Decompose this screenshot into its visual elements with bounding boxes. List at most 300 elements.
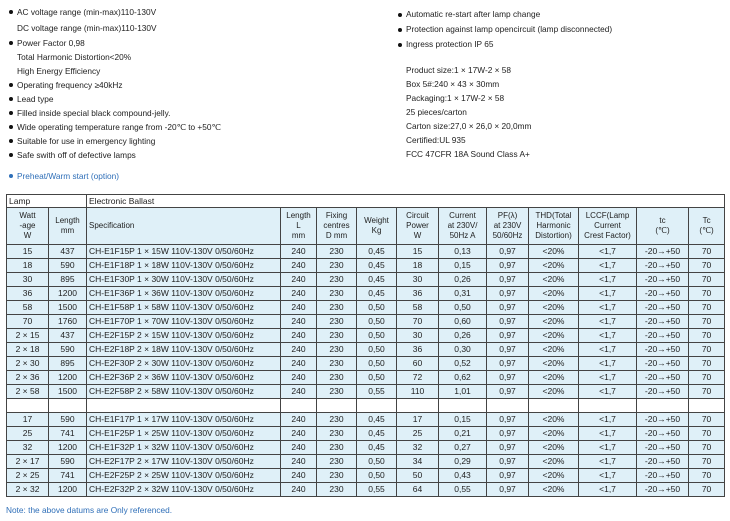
column-header-case-temp: Tc (℃) (689, 208, 725, 245)
cell-lamp-length: 437 (49, 329, 87, 343)
cell-ballast-length: 240 (281, 441, 317, 455)
bullet-icon (9, 83, 13, 87)
cell-current: 0,43 (439, 469, 487, 483)
cell-tc-range: -20→+50 (637, 385, 689, 399)
cell-tc-range: -20→+50 (637, 371, 689, 385)
table-row (7, 455, 725, 469)
cell-lccf: <1,7 (579, 259, 637, 273)
cell-lamp-length: 1200 (49, 287, 87, 301)
packaging: Packaging:1 × 17W-2 × 58 (406, 93, 505, 103)
table-row (7, 245, 725, 259)
cell-tc-range: -20→+50 (637, 301, 689, 315)
cell-weight: 0,50 (357, 315, 397, 329)
cell-power-factor: 0,97 (487, 413, 529, 427)
cell-circuit-power: 36 (397, 287, 439, 301)
cell-lccf: <1,7 (579, 329, 637, 343)
blank-cell (357, 399, 397, 413)
cell-power-factor: 0,97 (487, 343, 529, 357)
cell-thd: <20% (529, 329, 579, 343)
table-row (7, 483, 725, 497)
cell-tc-range: -20→+50 (637, 455, 689, 469)
column-header-fixing-centres: Fixing centres D mm (317, 208, 357, 245)
cell-current: 0,52 (439, 357, 487, 371)
option-item (9, 169, 119, 183)
cell-specification: CH-E1F32P 1 × 32W 110V-130V 0/50/60Hz (87, 441, 281, 455)
ballast-spec-table (6, 194, 725, 497)
cell-ballast-length: 240 (281, 259, 317, 273)
feature-text: Safe swith off of defective lamps (17, 150, 136, 160)
cell-thd: <20% (529, 469, 579, 483)
cell-fixing-centres: 230 (317, 441, 357, 455)
cell-current: 0,27 (439, 441, 487, 455)
cell-lccf: <1,7 (579, 245, 637, 259)
cell-watt: 70 (7, 315, 49, 329)
cell-ballast-length: 240 (281, 385, 317, 399)
cell-circuit-power: 15 (397, 245, 439, 259)
cell-weight: 0,45 (357, 441, 397, 455)
feature-text: Ingress protection IP 65 (406, 39, 494, 49)
cell-circuit-power: 58 (397, 301, 439, 315)
cell-specification: CH-E1F25P 1 × 25W 110V-130V 0/50/60Hz (87, 427, 281, 441)
cell-fixing-centres: 230 (317, 427, 357, 441)
cell-specification: CH-E2F32P 2 × 32W 110V-130V 0/50/60Hz (87, 483, 281, 497)
cell-watt: 15 (7, 245, 49, 259)
cell-tc-range: -20→+50 (637, 469, 689, 483)
footnote: Note: the above datums are Only referenced. (6, 505, 173, 515)
feature-item (9, 148, 221, 162)
table-row (7, 413, 725, 427)
cell-tc-range: -20→+50 (637, 343, 689, 357)
cell-circuit-power: 72 (397, 371, 439, 385)
column-header-circuit-power: Circuit Power W (397, 208, 439, 245)
cell-weight: 0,45 (357, 273, 397, 287)
cell-current: 0,30 (439, 343, 487, 357)
cell-power-factor: 0,97 (487, 315, 529, 329)
cell-lccf: <1,7 (579, 371, 637, 385)
feature-list-left (9, 5, 221, 162)
cell-watt: 30 (7, 273, 49, 287)
column-header-current: Current at 230V/ 50Hz A (439, 208, 487, 245)
cell-thd: <20% (529, 441, 579, 455)
cell-case-temp: 70 (689, 245, 725, 259)
feature-item (9, 78, 221, 92)
cell-thd: <20% (529, 357, 579, 371)
feature-item (398, 22, 612, 37)
cell-specification: CH-E1F15P 1 × 15W 110V-130V 0/50/60Hz (87, 245, 281, 259)
cell-weight: 0,50 (357, 343, 397, 357)
cell-weight: 0,50 (357, 455, 397, 469)
cell-thd: <20% (529, 273, 579, 287)
cell-lccf: <1,7 (579, 413, 637, 427)
cell-weight: 0,45 (357, 413, 397, 427)
cell-lamp-length: 590 (49, 455, 87, 469)
cell-case-temp: 70 (689, 455, 725, 469)
cell-watt: 17 (7, 413, 49, 427)
cell-fixing-centres: 230 (317, 301, 357, 315)
cell-circuit-power: 30 (397, 273, 439, 287)
blank-cell (689, 399, 725, 413)
bullet-icon (398, 13, 402, 17)
feature-item (9, 92, 221, 106)
cell-specification: CH-E2F18P 2 × 18W 110V-130V 0/50/60Hz (87, 343, 281, 357)
cell-lamp-length: 1200 (49, 483, 87, 497)
cell-thd: <20% (529, 245, 579, 259)
cell-specification: CH-E2F17P 2 × 17W 110V-130V 0/50/60Hz (87, 455, 281, 469)
cell-fixing-centres: 230 (317, 273, 357, 287)
cell-tc-range: -20→+50 (637, 259, 689, 273)
cell-watt: 2 × 25 (7, 469, 49, 483)
cell-fixing-centres: 230 (317, 329, 357, 343)
feature-list-right (398, 7, 612, 52)
cell-power-factor: 0,97 (487, 483, 529, 497)
cell-lamp-length: 437 (49, 245, 87, 259)
cell-lccf: <1,7 (579, 315, 637, 329)
cell-specification: CH-E1F58P 1 × 58W 110V-130V 0/50/60Hz (87, 301, 281, 315)
cell-ballast-length: 240 (281, 483, 317, 497)
bullet-icon (9, 97, 13, 101)
cell-watt: 2 × 17 (7, 455, 49, 469)
table-row (7, 343, 725, 357)
cell-watt: 18 (7, 259, 49, 273)
cell-ballast-length: 240 (281, 329, 317, 343)
cell-watt: 58 (7, 301, 49, 315)
column-header-lccf: LCCF(Lamp Current Crest Factor) (579, 208, 637, 245)
cell-thd: <20% (529, 287, 579, 301)
cell-power-factor: 0,97 (487, 301, 529, 315)
blank-row (7, 399, 725, 413)
cell-power-factor: 0,97 (487, 287, 529, 301)
table-row (7, 329, 725, 343)
cell-power-factor: 0,97 (487, 329, 529, 343)
cell-weight: 0,50 (357, 357, 397, 371)
cell-fixing-centres: 230 (317, 315, 357, 329)
fcc-class: FCC 47CFR 18A Sound Class A+ (406, 149, 530, 159)
option-text: Preheat/Warm start (option) (17, 171, 120, 181)
cell-specification: CH-E2F58P 2 × 58W 110V-130V 0/50/60Hz (87, 385, 281, 399)
cell-power-factor: 0,97 (487, 259, 529, 273)
cell-circuit-power: 25 (397, 427, 439, 441)
cell-fixing-centres: 230 (317, 287, 357, 301)
table-row (7, 385, 725, 399)
cell-weight: 0,45 (357, 245, 397, 259)
cell-ballast-length: 240 (281, 413, 317, 427)
cell-power-factor: 0,97 (487, 245, 529, 259)
cell-case-temp: 70 (689, 469, 725, 483)
cell-case-temp: 70 (689, 273, 725, 287)
blank-cell (579, 399, 637, 413)
cell-thd: <20% (529, 343, 579, 357)
table-row (7, 287, 725, 301)
cell-power-factor: 0,97 (487, 469, 529, 483)
cell-case-temp: 70 (689, 329, 725, 343)
cell-circuit-power: 60 (397, 357, 439, 371)
bullet-icon (398, 43, 402, 47)
cell-case-temp: 70 (689, 427, 725, 441)
cell-weight: 0,45 (357, 287, 397, 301)
cell-power-factor: 0,97 (487, 441, 529, 455)
cell-tc-range: -20→+50 (637, 245, 689, 259)
cell-case-temp: 70 (689, 413, 725, 427)
group-header-row (7, 195, 725, 208)
pieces-per-carton: 25 pieces/carton (406, 107, 467, 117)
cell-lamp-length: 1500 (49, 385, 87, 399)
cell-lamp-length: 741 (49, 469, 87, 483)
feature-text: Automatic re-start after lamp change (406, 9, 541, 19)
feature-item (9, 64, 221, 78)
cell-tc-range: -20→+50 (637, 413, 689, 427)
feature-item (9, 120, 221, 134)
blank-cell (49, 399, 87, 413)
cell-current: 0,60 (439, 315, 487, 329)
cell-tc-range: -20→+50 (637, 287, 689, 301)
option-feature (9, 169, 119, 183)
cell-lccf: <1,7 (579, 483, 637, 497)
cell-fixing-centres: 230 (317, 483, 357, 497)
cell-current: 0,26 (439, 273, 487, 287)
column-header-ballast-length: Length L mm (281, 208, 317, 245)
column-header-tc-range: tc (℃) (637, 208, 689, 245)
cell-specification: CH-E2F15P 2 × 15W 110V-130V 0/50/60Hz (87, 329, 281, 343)
cell-case-temp: 70 (689, 483, 725, 497)
blank-cell (397, 399, 439, 413)
cell-specification: CH-E1F18P 1 × 18W 110V-130V 0/50/60Hz (87, 259, 281, 273)
table-row (7, 315, 725, 329)
cell-specification: CH-E2F36P 2 × 36W 110V-130V 0/50/60Hz (87, 371, 281, 385)
cell-thd: <20% (529, 413, 579, 427)
feature-text: Total Harmonic Distortion<20% (17, 52, 132, 62)
feature-item (9, 36, 221, 50)
cell-power-factor: 0,97 (487, 427, 529, 441)
column-header-thd: THD(Total Harmonic Distortion) (529, 208, 579, 245)
cell-current: 0,26 (439, 329, 487, 343)
cell-current: 0,15 (439, 413, 487, 427)
feature-item (9, 21, 221, 35)
cell-ballast-length: 240 (281, 343, 317, 357)
feature-item (9, 106, 221, 120)
cell-fixing-centres: 230 (317, 371, 357, 385)
cell-tc-range: -20→+50 (637, 329, 689, 343)
feature-text: Lead type (17, 94, 54, 104)
feature-text: Wide operating temperature range from -20℃ to +50℃ (17, 122, 221, 132)
cell-tc-range: -20→+50 (637, 315, 689, 329)
bullet-icon (398, 28, 402, 32)
carton-size: Carton size:27,0 × 26,0 × 20,0mm (406, 121, 532, 131)
cell-lamp-length: 1200 (49, 371, 87, 385)
cell-watt: 2 × 36 (7, 371, 49, 385)
cell-ballast-length: 240 (281, 301, 317, 315)
cell-ballast-length: 240 (281, 287, 317, 301)
cell-ballast-length: 240 (281, 245, 317, 259)
feature-text: Suitable for use in emergency lighting (17, 136, 156, 146)
cell-lamp-length: 895 (49, 357, 87, 371)
feature-text: AC voltage range (min-max)110-130V (17, 7, 157, 17)
table-row (7, 469, 725, 483)
feature-text: Filled inside special black compound-jelly. (17, 108, 171, 118)
cell-fixing-centres: 230 (317, 413, 357, 427)
cell-current: 0,62 (439, 371, 487, 385)
cell-specification: CH-E2F25P 2 × 25W 110V-130V 0/50/60Hz (87, 469, 281, 483)
feature-item (9, 5, 221, 19)
column-header-row (7, 208, 725, 245)
cell-weight: 0,55 (357, 483, 397, 497)
cell-current: 0,31 (439, 287, 487, 301)
cell-ballast-length: 240 (281, 469, 317, 483)
cell-fixing-centres: 230 (317, 259, 357, 273)
column-header-weight: Weight Kg (357, 208, 397, 245)
cell-current: 0,55 (439, 483, 487, 497)
cell-circuit-power: 34 (397, 455, 439, 469)
cell-watt: 2 × 18 (7, 343, 49, 357)
cell-case-temp: 70 (689, 315, 725, 329)
cell-lamp-length: 741 (49, 427, 87, 441)
cell-tc-range: -20→+50 (637, 357, 689, 371)
bullet-icon (9, 10, 13, 14)
cell-tc-range: -20→+50 (637, 483, 689, 497)
cell-thd: <20% (529, 483, 579, 497)
cell-circuit-power: 70 (397, 315, 439, 329)
cell-thd: <20% (529, 371, 579, 385)
cell-lamp-length: 590 (49, 413, 87, 427)
group-header-ballast: Electronic Ballast (87, 195, 725, 208)
cell-thd: <20% (529, 455, 579, 469)
table-row (7, 259, 725, 273)
blank-cell (529, 399, 579, 413)
cell-lccf: <1,7 (579, 273, 637, 287)
certification: Certified:UL 935 (406, 135, 466, 145)
box-size: Box 5#:240 × 43 × 30mm (406, 79, 500, 89)
blank-cell (637, 399, 689, 413)
cell-lccf: <1,7 (579, 301, 637, 315)
cell-circuit-power: 18 (397, 259, 439, 273)
table-row (7, 371, 725, 385)
cell-watt: 36 (7, 287, 49, 301)
cell-lamp-length: 1200 (49, 441, 87, 455)
cell-weight: 0,45 (357, 427, 397, 441)
cell-watt: 32 (7, 441, 49, 455)
bullet-icon (9, 174, 13, 178)
feature-item (398, 37, 612, 52)
blank-cell (439, 399, 487, 413)
bullet-icon (9, 125, 13, 129)
cell-current: 0,21 (439, 427, 487, 441)
cell-lamp-length: 590 (49, 259, 87, 273)
table-row (7, 273, 725, 287)
cell-circuit-power: 30 (397, 329, 439, 343)
cell-fixing-centres: 230 (317, 385, 357, 399)
cell-ballast-length: 240 (281, 371, 317, 385)
cell-circuit-power: 32 (397, 441, 439, 455)
cell-thd: <20% (529, 301, 579, 315)
cell-case-temp: 70 (689, 259, 725, 273)
cell-specification: CH-E1F30P 1 × 30W 110V-130V 0/50/60Hz (87, 273, 281, 287)
cell-watt: 25 (7, 427, 49, 441)
feature-text: DC voltage range (min-max)110-130V (17, 23, 157, 33)
cell-thd: <20% (529, 259, 579, 273)
cell-case-temp: 70 (689, 301, 725, 315)
cell-current: 0,29 (439, 455, 487, 469)
cell-watt: 2 × 58 (7, 385, 49, 399)
cell-specification: CH-E1F70P 1 × 70W 110V-130V 0/50/60Hz (87, 315, 281, 329)
cell-circuit-power: 50 (397, 469, 439, 483)
cell-thd: <20% (529, 385, 579, 399)
blank-cell (487, 399, 529, 413)
cell-ballast-length: 240 (281, 427, 317, 441)
cell-fixing-centres: 230 (317, 245, 357, 259)
cell-lccf: <1,7 (579, 385, 637, 399)
feature-text: Operating frequency ≥40kHz (17, 80, 123, 90)
cell-weight: 0,55 (357, 385, 397, 399)
cell-specification: CH-E1F36P 1 × 36W 110V-130V 0/50/60Hz (87, 287, 281, 301)
cell-weight: 0,50 (357, 371, 397, 385)
bullet-icon (9, 139, 13, 143)
blank-cell (281, 399, 317, 413)
column-header-watt: Watt -age W (7, 208, 49, 245)
blank-cell (7, 399, 49, 413)
cell-lamp-length: 895 (49, 273, 87, 287)
blank-cell (317, 399, 357, 413)
cell-lamp-length: 1500 (49, 301, 87, 315)
cell-lccf: <1,7 (579, 427, 637, 441)
table-row (7, 441, 725, 455)
cell-watt: 2 × 32 (7, 483, 49, 497)
cell-ballast-length: 240 (281, 357, 317, 371)
feature-text: Protection against lamp opencircuit (lamp disconnected) (406, 24, 613, 34)
table-row (7, 427, 725, 441)
cell-case-temp: 70 (689, 441, 725, 455)
product-size: Product size:1 × 17W-2 × 58 (406, 65, 511, 75)
cell-weight: 0,50 (357, 469, 397, 483)
cell-circuit-power: 64 (397, 483, 439, 497)
cell-current: 1,01 (439, 385, 487, 399)
cell-lamp-length: 590 (49, 343, 87, 357)
column-header-specification: Specification (87, 208, 281, 245)
feature-item (398, 7, 612, 22)
feature-item (9, 134, 221, 148)
cell-lccf: <1,7 (579, 441, 637, 455)
cell-lccf: <1,7 (579, 357, 637, 371)
cell-case-temp: 70 (689, 385, 725, 399)
cell-thd: <20% (529, 315, 579, 329)
cell-power-factor: 0,97 (487, 385, 529, 399)
feature-item (9, 50, 221, 64)
cell-tc-range: -20→+50 (637, 427, 689, 441)
column-header-lamp-length: Length mm (49, 208, 87, 245)
table-body (7, 245, 725, 497)
cell-fixing-centres: 230 (317, 343, 357, 357)
cell-lccf: <1,7 (579, 287, 637, 301)
cell-power-factor: 0,97 (487, 371, 529, 385)
cell-lccf: <1,7 (579, 469, 637, 483)
feature-text: High Energy Efficiency (17, 66, 101, 76)
cell-tc-range: -20→+50 (637, 441, 689, 455)
cell-weight: 0,50 (357, 301, 397, 315)
cell-watt: 2 × 30 (7, 357, 49, 371)
cell-tc-range: -20→+50 (637, 273, 689, 287)
bullet-icon (9, 153, 13, 157)
feature-text: Power Factor 0,98 (17, 38, 85, 48)
cell-current: 0,13 (439, 245, 487, 259)
table-row (7, 357, 725, 371)
cell-ballast-length: 240 (281, 315, 317, 329)
cell-specification: CH-E1F17P 1 × 17W 110V-130V 0/50/60Hz (87, 413, 281, 427)
cell-case-temp: 70 (689, 357, 725, 371)
cell-current: 0,50 (439, 301, 487, 315)
column-header-power-factor: PF(λ) at 230V 50/60Hz (487, 208, 529, 245)
bullet-icon (9, 41, 13, 45)
cell-circuit-power: 36 (397, 343, 439, 357)
blank-cell (87, 399, 281, 413)
cell-case-temp: 70 (689, 343, 725, 357)
